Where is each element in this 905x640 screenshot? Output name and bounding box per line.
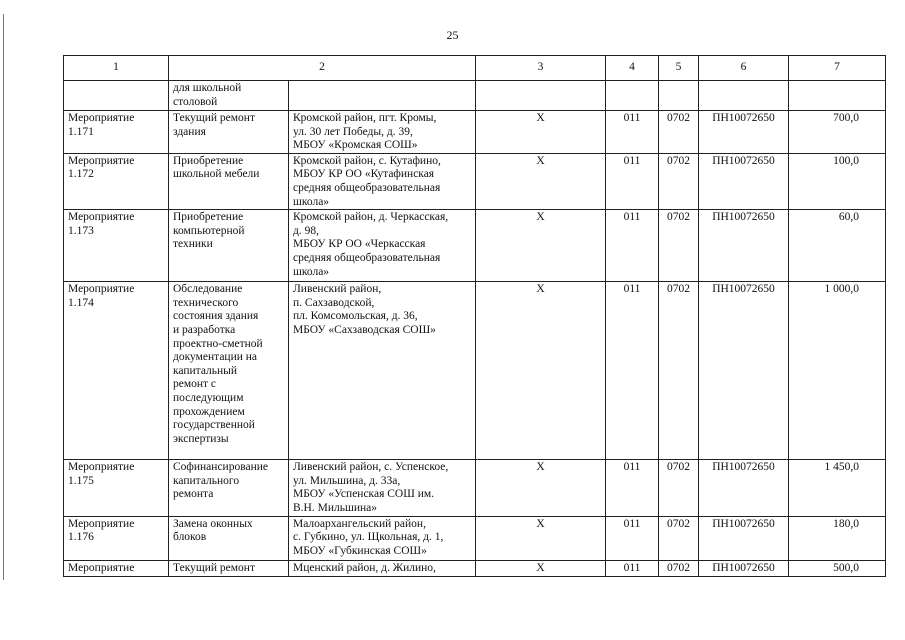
col3-cell: X: [476, 516, 606, 560]
description-cell: Замена оконных блоков: [169, 516, 289, 560]
table-row: [64, 282, 886, 460]
description-cell: Обследование технического состояния здания и разработка проектно-сметной документации на капитальный ремонт с последующим прохождением государственной экспертизы: [169, 282, 289, 460]
col5-cell: 0702: [659, 560, 699, 576]
amount-cell: 60,0: [789, 210, 886, 282]
activity-cell: Мероприятие 1.172: [64, 153, 169, 209]
table-row: [64, 460, 886, 516]
col4-cell: 011: [606, 516, 659, 560]
activity-cell: Мероприятие 1.173: [64, 210, 169, 282]
amount-cell: 500,0: [789, 560, 886, 576]
col5-cell: 0702: [659, 210, 699, 282]
col3-cell: [476, 81, 606, 111]
page-number: 25: [446, 28, 459, 42]
location-cell: Ливенский район, с. Успенское, ул. Мильшина, д. 33а, МБОУ «Успенская СОШ им. В.Н. Мильшина»: [289, 460, 476, 516]
col3-cell: X: [476, 210, 606, 282]
col3-cell: X: [476, 111, 606, 154]
amount-cell: 100,0: [789, 153, 886, 209]
budget-table: [63, 55, 886, 577]
col3-cell: X: [476, 282, 606, 460]
header-col-5: 5: [659, 56, 699, 81]
location-cell: Ливенский район, п. Сахзаводской, пл. Комсомольская, д. 36, МБОУ «Сахзаводская СОШ»: [289, 282, 476, 460]
table-row: [64, 81, 886, 111]
col5-cell: 0702: [659, 153, 699, 209]
header-col-3: 3: [476, 56, 606, 81]
location-cell: Малоархангельский район, с. Губкино, ул. Щкольная, д. 1, МБОУ «Губкинская СОШ»: [289, 516, 476, 560]
header-col-6: 6: [699, 56, 789, 81]
header-col-7: 7: [789, 56, 886, 81]
code-cell: ПН10072650: [699, 111, 789, 154]
col4-cell: 011: [606, 460, 659, 516]
activity-cell: [64, 81, 169, 111]
amount-cell: 180,0: [789, 516, 886, 560]
col3-cell: X: [476, 560, 606, 576]
description-cell: Текущий ремонт: [169, 560, 289, 576]
col4-cell: 011: [606, 282, 659, 460]
description-cell: Приобретение школьной мебели: [169, 153, 289, 209]
col5-cell: 0702: [659, 111, 699, 154]
description-cell: Текущий ремонт здания: [169, 111, 289, 154]
code-cell: ПН10072650: [699, 210, 789, 282]
description-cell: Софинансирование капитального ремонта: [169, 460, 289, 516]
amount-cell: 1 450,0: [789, 460, 886, 516]
table-row: [64, 516, 886, 560]
code-cell: ПН10072650: [699, 282, 789, 460]
col4-cell: 011: [606, 111, 659, 154]
amount-cell: 1 000,0: [789, 282, 886, 460]
header-row: [64, 56, 886, 81]
activity-cell: Мероприятие 1.176: [64, 516, 169, 560]
left-margin-line: [3, 14, 4, 580]
location-cell: Кромской район, д. Черкасская, д. 98, МБОУ КР ОО «Черкасская средняя общеобразовательная школа»: [289, 210, 476, 282]
description-cell: для школьной столовой: [169, 81, 289, 111]
col4-cell: 011: [606, 210, 659, 282]
activity-cell: Мероприятие 1.175: [64, 460, 169, 516]
code-cell: ПН10072650: [699, 460, 789, 516]
table-row: [64, 153, 886, 209]
location-cell: [289, 81, 476, 111]
col5-cell: 0702: [659, 516, 699, 560]
amount-cell: [789, 81, 886, 111]
col4-cell: [606, 81, 659, 111]
table-row: [64, 111, 886, 154]
col3-cell: X: [476, 460, 606, 516]
col3-cell: X: [476, 153, 606, 209]
activity-cell: Мероприятие: [64, 560, 169, 576]
table-row: [64, 210, 886, 282]
col4-cell: 011: [606, 560, 659, 576]
header-col-2: 2: [169, 56, 476, 81]
location-cell: Кромской район, с. Кутафино, МБОУ КР ОО «Кутафинская средняя общеобразовательная школа»: [289, 153, 476, 209]
activity-cell: Мероприятие 1.171: [64, 111, 169, 154]
col5-cell: 0702: [659, 460, 699, 516]
col5-cell: [659, 81, 699, 111]
header-col-1: 1: [64, 56, 169, 81]
description-cell: Приобретение компьютерной техники: [169, 210, 289, 282]
col4-cell: 011: [606, 153, 659, 209]
code-cell: [699, 81, 789, 111]
header-col-4: 4: [606, 56, 659, 81]
activity-cell: Мероприятие 1.174: [64, 282, 169, 460]
code-cell: ПН10072650: [699, 153, 789, 209]
location-cell: Кромской район, пгт. Кромы, ул. 30 лет Победы, д. 39, МБОУ «Кромская СОШ»: [289, 111, 476, 154]
amount-cell: 700,0: [789, 111, 886, 154]
location-cell: Мценский район, д. Жилино,: [289, 560, 476, 576]
col5-cell: 0702: [659, 282, 699, 460]
code-cell: ПН10072650: [699, 560, 789, 576]
code-cell: ПН10072650: [699, 516, 789, 560]
table-row: [64, 560, 886, 576]
